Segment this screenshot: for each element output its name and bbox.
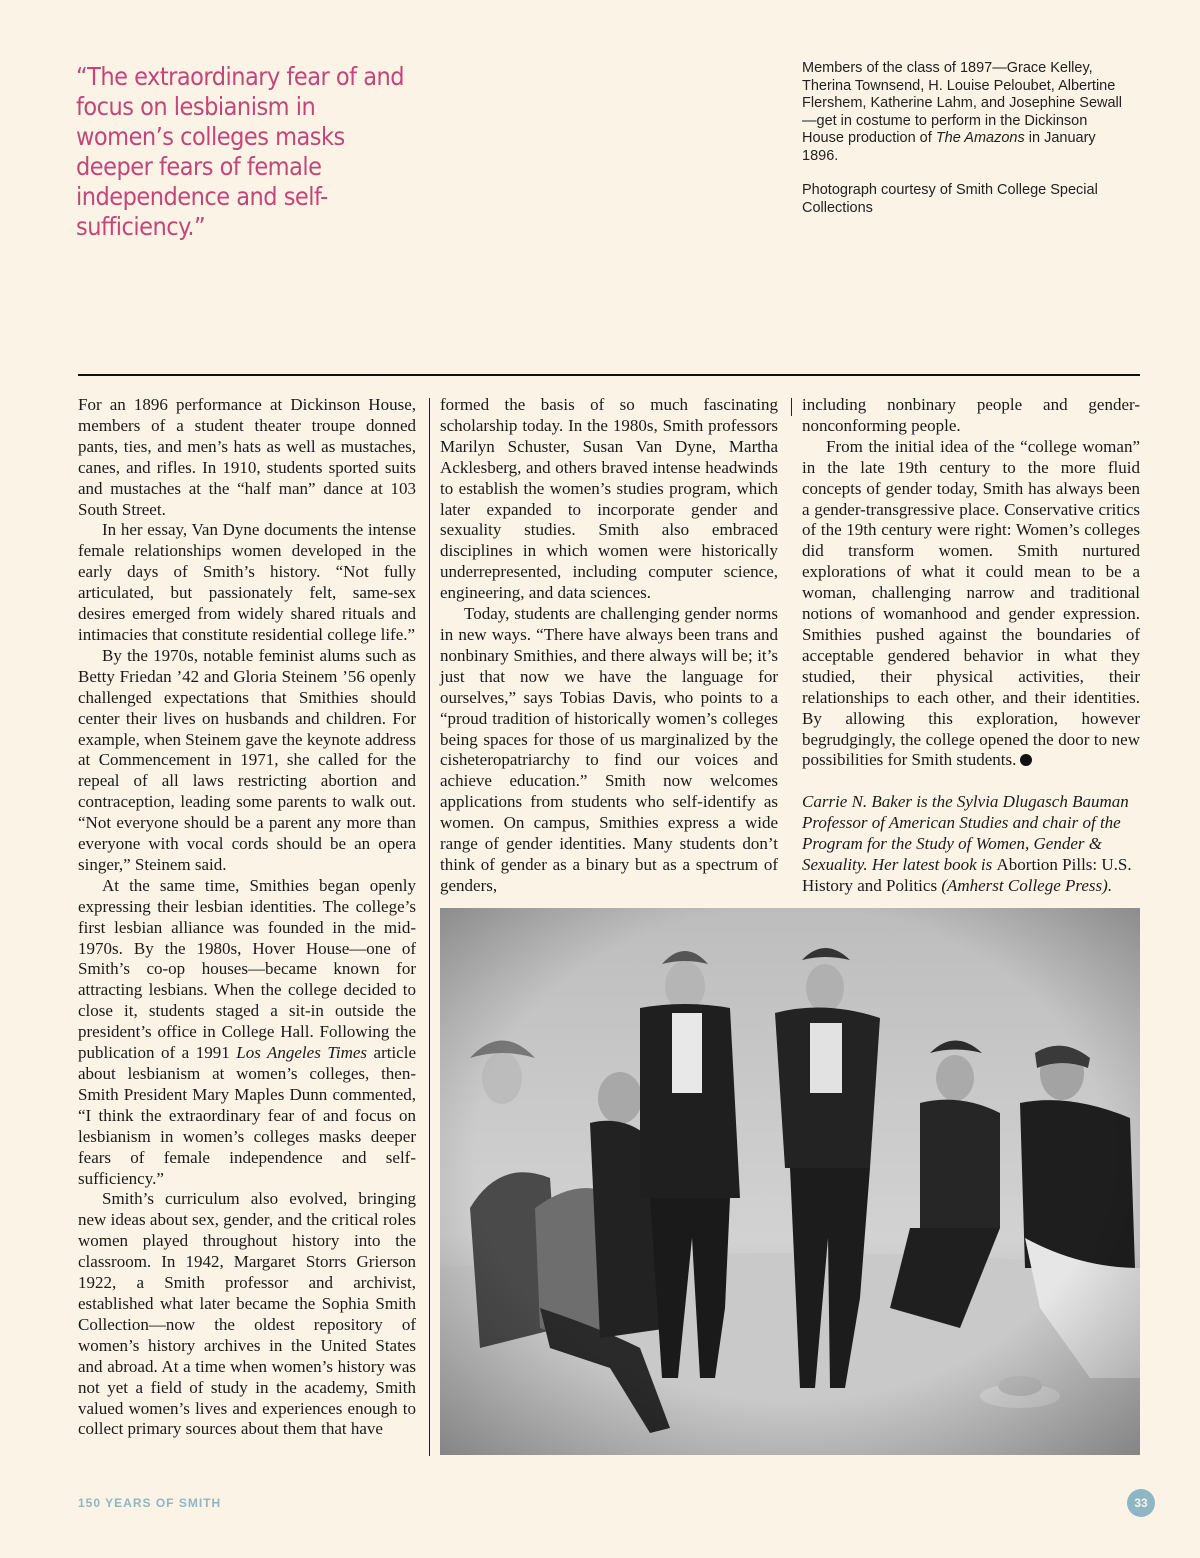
- paragraph-text: article about lesbianism at women’s colleges, then-Smith President Mary Maples Dunn commented, “I think the extraordinary fear of and focus on lesbianism in women’s colleges masks deeper fears of female independence and self-sufficiency.”: [78, 1043, 416, 1188]
- paragraph: By the 1970s, notable feminist alums such as Betty Friedan ’42 and Gloria Steinem ’56 openly challenged expectations that Smithies should center their lives on husbands and children. For example, when Steinem gave the keynote address at Commencement in 1971, she called for the repeal of all laws restricting abortion and contraception, leading some parents to walk out. “Not everyone should be a parent any more than everyone with vocal cords should be an opera singer,” Steinem said.: [78, 645, 416, 874]
- paragraph-text: At the same time, Smithies began openly expressing their lesbian identities. The college’s first lesbian alliance was founded in the mid-1970s. By the 1980s, Hover House—one of Smith’s co-op houses—became known for attracting lesbians. When the college decided to close it, students staged a sit-in outside the president’s office in College Hall. Following the publication of a 1991: [78, 875, 416, 1063]
- photo-caption: [802, 60, 1132, 234]
- article-column-3: [802, 395, 1140, 897]
- pull-quote: “The extraordinary fear of and focus on lesbianism in women’s colleges masks deeper fears of female independence and self-sufficiency.”: [76, 62, 405, 241]
- paragraph: Smith’s curriculum also evolved, bringing new ideas about sex, gender, and the critical roles women played throughout history into the classroom. In 1942, Margaret Storrs Grierson 1922, a Smith professor and archivist, established what later became the Sophia Smith Collection—now the oldest repository of women’s history archives in the United States and abroad. At a time when women’s history was not yet a field of study in the academy, Smith valued women’s lives and experiences enough to collect primary sources about them that have: [78, 1189, 416, 1439]
- article-column-1: [78, 395, 416, 1440]
- top-rule: [78, 374, 1140, 376]
- paragraph: In her essay, Van Dyne documents the intense female relationships women developed in the early days of Smith’s history. “Not fully articulated, but passionately felt, same-sex desires emerged from widely shared rituals and intimacies that constitute residential college life.”: [78, 520, 416, 644]
- photo-illustration: [440, 908, 1140, 1455]
- page-number: 33: [1127, 1489, 1155, 1517]
- paragraph: [78, 876, 416, 1190]
- bio-text: Carrie N. Baker is the Sylvia Dlugasch Bauman Professor of American Studies and chair of the Program for the Study of Women, Gender & Sexuality. Her latest book is: [802, 792, 1129, 875]
- caption-credit: Photograph courtesy of Smith College Special Collections: [802, 182, 1098, 216]
- paragraph: Today, students are challenging gender norms in new ways. “There have always been trans and nonbinary Smithies, and there always will be; it’s just that now we have the language for ourselves,” says Tobias Davis, who points to a “proud tradition of historically women’s colleges being spaces for those of us marginalized by the cisheteropatriarchy to find our voices and achieve education.” Smith now welcomes applications from students who self-identify as women. On campus, Smithies express a wide range of gender identities. Many students don’t think of gender as a binary but as a spectrum of genders,: [440, 604, 778, 895]
- publication-title: Los Angeles Times: [236, 1043, 368, 1063]
- historical-photo: [440, 908, 1140, 1455]
- paragraph: including nonbinary people and gender-nonconforming people.: [802, 395, 1140, 435]
- caption-text: [802, 60, 1132, 165]
- book-title: Abortion Pills: U.S. History and Politics: [802, 855, 1132, 895]
- caption-text-before: Members of the class of 1897—Grace Kelley, Therina Townsend, H. Louise Peloubet, Albertine Flershem, Katherine Lahm, and Josephine Sewall—get in costume to perform in the Dickinson House production of: [802, 60, 1122, 146]
- caption-title: The Amazons: [935, 130, 1025, 146]
- footer-label: 150 YEARS OF SMITH: [78, 1496, 222, 1510]
- author-bio: [802, 792, 1140, 897]
- column-divider: [791, 398, 792, 416]
- paragraph: For an 1896 performance at Dickinson House, members of a student theater troupe donned pants, ties, and men’s hats as well as mustaches, canes, and rifles. In 1910, students sported suits and mustaches at the “half man” dance at 103 South Street.: [78, 395, 416, 519]
- article-column-2: [440, 395, 778, 897]
- paragraph: [802, 437, 1140, 772]
- paragraph-text: From the initial idea of the “college woman” in the late 19th century to the more fluid concepts of gender today, Smith has always been a gender-transgressive place. Conservative critics of the 19th century were right: Women’s colleges did transform women. Smith nurtured explorations of what it could mean to be a woman, challenging narrow and traditional notions of womanhood and gender expression. Smithies pushed against the boundaries of acceptable gendered behavior in what they studied, their physical activities, their relationships to each other, and their identities. By allowing this exploration, however begrudgingly, the college opened the door to new possibilities for Smith students.: [802, 436, 1140, 770]
- column-divider: [429, 398, 430, 1456]
- paragraph: formed the basis of so much fascinating scholarship today. In the 1980s, Smith professors Marilyn Schuster, Susan Van Dyne, Martha Acklesberg, and others braved intense headwinds to establish the women’s studies program, which later expanded to incorporate gender and sexuality studies. Smith also embraced disciplines in which women were historically underrepresented, including computer science, engineering, and data sciences.: [440, 395, 778, 603]
- caption-text-after: in January 1896.: [802, 130, 1096, 164]
- publisher: (Amherst College Press).: [937, 875, 1113, 895]
- end-mark-icon: [1020, 754, 1032, 766]
